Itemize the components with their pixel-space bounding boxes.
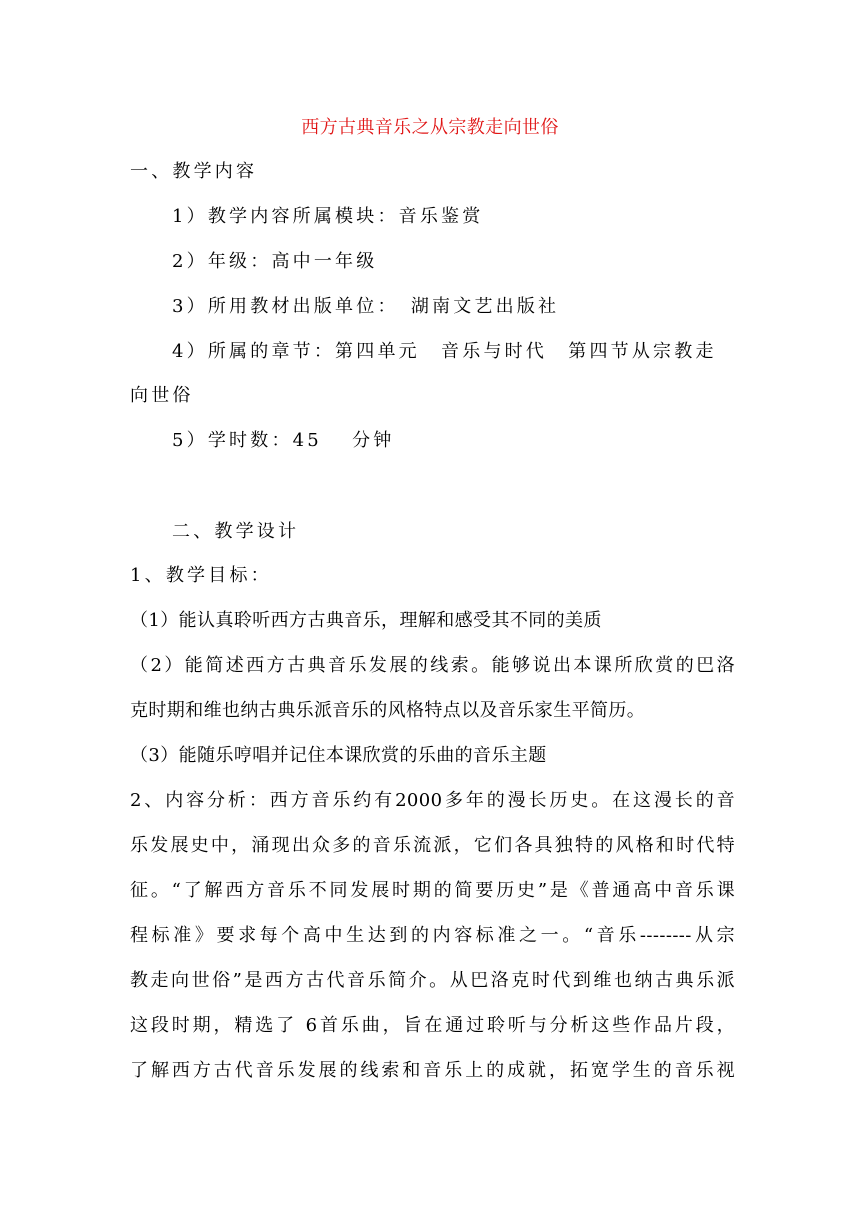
analysis-line-2: 乐发展史中，涌现出众多的音乐流派，它们各具独特的风格和时代特 bbox=[130, 835, 735, 856]
content-item-publisher: 3）所用教材出版单位： 湖南文艺出版社 bbox=[172, 296, 560, 317]
section-heading-design: 二、教学设计 bbox=[172, 521, 300, 542]
goal-item-3: （3）能随乐哼唱并记住本课欣赏的乐曲的音乐主题 bbox=[130, 745, 547, 766]
analysis-line-7: 了解西方古代音乐发展的线索和音乐上的成就，拓宽学生的音乐视 bbox=[130, 1060, 735, 1081]
document-title: 西方古典音乐之从宗教走向世俗 bbox=[301, 117, 559, 138]
content-item-grade: 2）年级：高中一年级 bbox=[172, 251, 378, 272]
analysis-line-3: 征。“了解西方音乐不同发展时期的简要历史”是《普通高中音乐课 bbox=[130, 880, 735, 901]
analysis-line-5: 教走向世俗”是西方古代音乐简介。从巴洛克时代到维也纳古典乐派 bbox=[130, 970, 735, 991]
analysis-line-6: 这段时期，精选了 6首乐曲，旨在通过聆听与分析这些作品片段， bbox=[130, 1015, 735, 1036]
goal-item-1: （1）能认真聆听西方古典音乐，理解和感受其不同的美质 bbox=[130, 610, 602, 631]
goal-item-2-continued: 克时期和维也纳古典乐派音乐的风格特点以及音乐家生平简历。 bbox=[130, 700, 646, 721]
section-heading-content: 一、教学内容 bbox=[130, 161, 258, 182]
analysis-line-4: 程标准》要求每个高中生达到的内容标准之一。“音乐--------从宗 bbox=[130, 925, 735, 946]
content-item-module: 1）教学内容所属模块：音乐鉴赏 bbox=[172, 206, 484, 227]
content-item-chapter-continued: 向世俗 bbox=[130, 385, 194, 406]
content-item-hours: 5）学时数：45 分钟 bbox=[172, 430, 395, 451]
analysis-line-1: 2、内容分析：西方音乐约有2000多年的漫长历史。在这漫长的音 bbox=[130, 790, 735, 811]
content-item-chapter: 4）所属的章节：第四单元 音乐与时代 第四节从宗教走 bbox=[172, 341, 717, 362]
goal-item-2: （2）能简述西方古典音乐发展的线索。能够说出本课所欣赏的巴洛 bbox=[130, 655, 735, 676]
goal-heading: 1、教学目标： bbox=[130, 565, 272, 586]
